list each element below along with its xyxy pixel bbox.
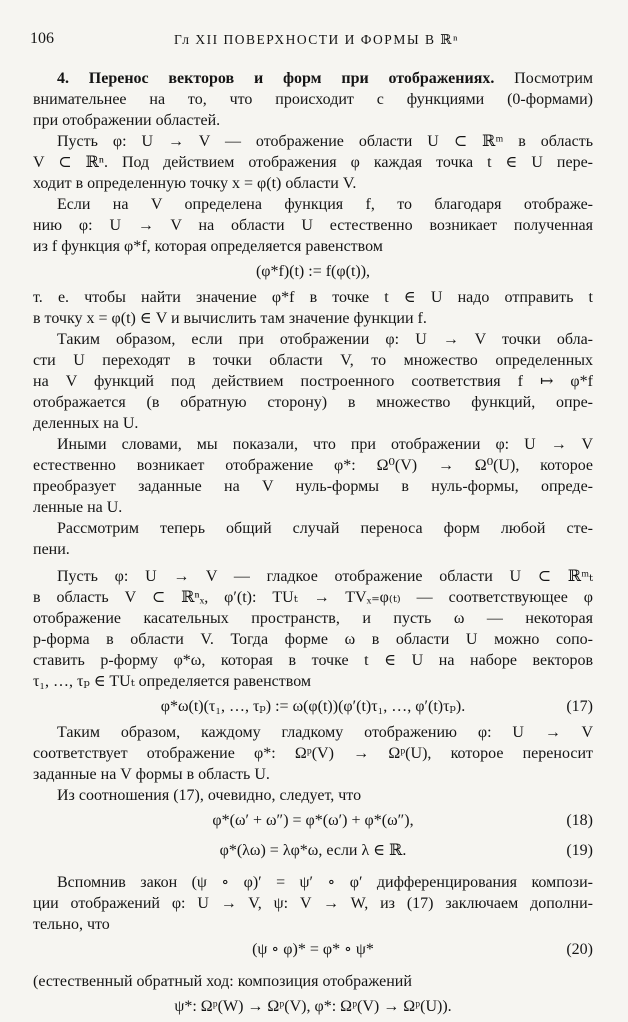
running-title: Гл XII ПОВЕРХНОСТИ И ФОРМЫ В ℝⁿ — [174, 32, 459, 47]
text-line: нию φ: U → V на области U естественно возникает полученная — [33, 217, 593, 234]
text-line: ходит в определенную точку x = φ(t) области V. — [33, 175, 357, 192]
text-line: при отображении областей. — [33, 112, 221, 129]
text-line: ленные на U. — [33, 499, 123, 516]
formula-composition — [33, 992, 593, 1022]
formula-20 — [33, 935, 593, 965]
text-line: Из соотношения (17), очевидно, следует, что — [57, 787, 362, 804]
section-heading-line — [57, 68, 593, 89]
equation-number: (18) — [566, 812, 593, 829]
text-line: (естественный обратный ход: композиция отображений — [33, 973, 412, 990]
text-line: p-форма в области V. Тогда форме ω в области U можно сопо- — [33, 631, 593, 648]
formula-text: ψ*: Ωᵖ(W) → Ωᵖ(V), φ*: Ωᵖ(V) → Ωᵖ(U)). — [174, 998, 452, 1015]
text-line: отображение касательных пространств, и пусть ω — некоторая — [33, 610, 593, 627]
text-line: Рассмотрим теперь общий случай переноса форм любой сте- — [57, 520, 593, 537]
formula-text: φ*(ω′ + ω″) = φ*(ω′) + φ*(ω″), — [212, 812, 414, 829]
text-line: деленных на U. — [33, 415, 139, 432]
text-line: в точку x = φ(t) ∈ V и вычислить там значение функции f. — [33, 310, 427, 327]
text-line: отображается (в обратную сторону) в множество функций, опре- — [33, 394, 593, 411]
text-line: из f функция φ*f, которая определяется равенством — [33, 238, 383, 255]
formula-text: φ*(λω) = λφ*ω, если λ ∈ ℝ. — [219, 842, 407, 859]
equation-number: (20) — [566, 941, 593, 958]
equation-number: (17) — [566, 698, 593, 715]
formula-18 — [33, 806, 593, 836]
text-line: соответствует отображение φ*: Ωᵖ(V) → Ωᵖ(U), которое переносит — [33, 745, 593, 762]
text-line: Вспомнив закон (ψ ∘ φ)′ = ψ′ ∘ φ′ дифференцирования компози- — [57, 874, 593, 891]
text-line: ставить p-форму φ*ω, которая в точке t ∈ U на наборе векторов — [33, 652, 593, 669]
formula-17 — [33, 692, 593, 722]
text-line: на V функций под действием построенного соответствия f ↦ φ*f — [33, 373, 593, 390]
text-line: тельно, что — [33, 916, 110, 933]
equation-number: (19) — [566, 842, 593, 859]
page-header — [0, 30, 628, 54]
text-line: естественно возникает отображение φ*: Ω⁰(V) → Ω⁰(U), которое — [33, 457, 593, 474]
text-line: τ₁, …, τₚ ∈ TUₜ определяется равенством — [33, 673, 312, 690]
page-number: 106 — [30, 30, 54, 47]
text-line: преобразует заданные на V нуль-формы в нуль-формы, опреде- — [33, 478, 593, 495]
text-line: V ⊂ ℝⁿ. Под действием отображения φ каждая точка t ∈ U пере- — [33, 154, 593, 171]
formula-19 — [33, 836, 593, 866]
text-line: в область V ⊂ ℝⁿₓ, φ′(t): TUₜ → TVₓ₌φ₍ₜ₎ — соответствующее φ — [33, 589, 593, 606]
text-line: Таким образом, каждому гладкому отображению φ: U → V — [57, 724, 593, 741]
page-body — [33, 68, 594, 1022]
text-line: пени. — [33, 541, 70, 558]
text-line: Если на V определена функция f, то благодаря отображе- — [57, 196, 593, 213]
section-heading: 4. Перенос векторов и форм при отображениях. — [57, 70, 495, 87]
formula-text: (ψ ∘ φ)* = φ* ∘ ψ* — [252, 941, 374, 958]
text-line: Пусть φ: U → V — гладкое отображение области U ⊂ ℝᵐₜ — [57, 568, 593, 585]
formula-text: (φ*f)(t) := f(φ(t)), — [255, 263, 371, 280]
formula-pullback-function — [33, 257, 593, 287]
text-line: т. е. чтобы найти значение φ*f в точке t ∈ U надо отправить t — [33, 289, 593, 306]
text-line: заданные на V формы в область U. — [33, 766, 270, 783]
text-line: ции отображений φ: U → V, ψ: V → W, из (17) заключаем дополни- — [33, 895, 593, 912]
text-line: внимательнее на то, что происходит с функциями (0-формами) — [33, 91, 593, 108]
text-line: Таким образом, если при отображении φ: U → V точки обла- — [57, 331, 593, 348]
text-line: сти U переходят в точки области V, то множество определенных — [33, 352, 593, 369]
heading-tail: Посмотрим — [514, 70, 594, 87]
formula-text: φ*ω(t)(τ₁, …, τₚ) := ω(φ(t))(φ′(t)τ₁, …, φ′(t)τₚ). — [160, 698, 466, 715]
text-line: Пусть φ: U → V — отображение области U ⊂ ℝᵐ в область — [57, 133, 593, 150]
text-line: Иными словами, мы показали, что при отображении φ: U → V — [57, 436, 593, 453]
